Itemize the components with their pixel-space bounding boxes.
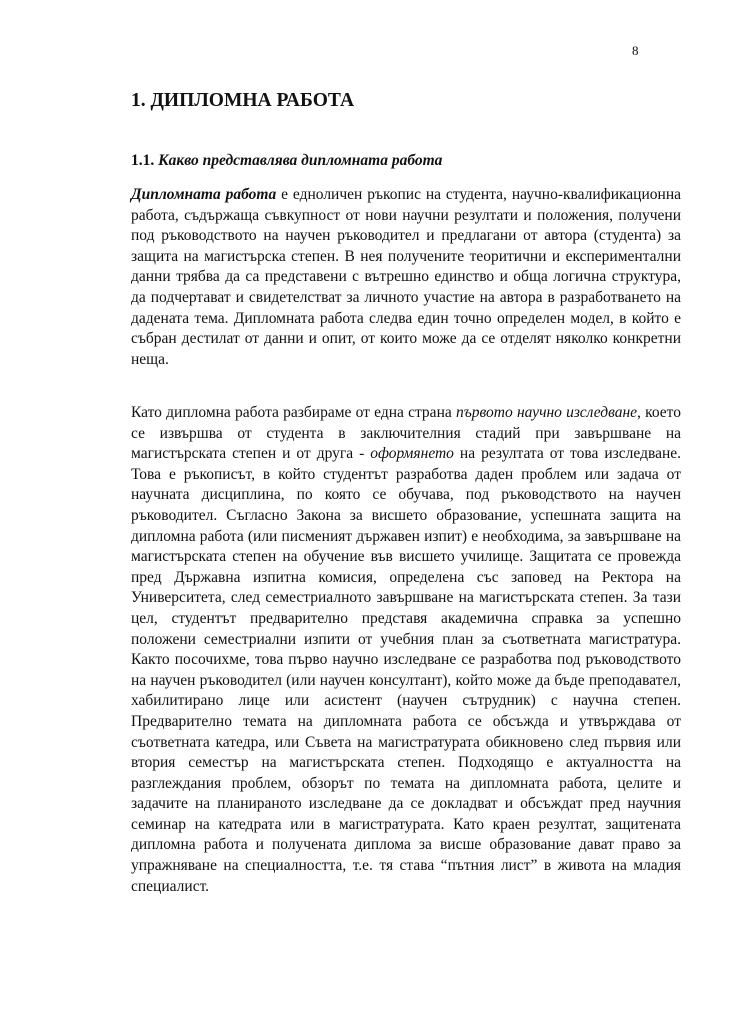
paragraph-definition bbox=[131, 185, 681, 370]
paragraph-explanation-text-c: на резултата от това изследване. Това е ръкописът, в който студентът разработва даден проблем или задача от научната дисциплина, по която се обучава, под ръководството на научен ръководител. Съгласно Закона за висшето образование, успешната защита на дипломна работа (или писменият държавен изпит) е необходима, за завършване на магистърската степен на обучение във висшето училище. Защитата се провежда пред Държавна изпитна комисия, определена със заповед на Ректора на Университета, след семестриалното завършване на магистърската степен. За тази цел, студентът предварително представя академична справка за успешно положени семестриални изпити от учебния план за съответната магистратура. Както посочихме, това първо научно изследване се разработва под ръководството на научен ръководител (или научен консултант), който може да бъде преподавател, хабилитирано лице или асистент (научен сътрудник) с научна степен. Предварително темата на дипломната работа се обсъжда и утвърждава от съответната катедра, или Съвета на магистратурата обикновено след първия или втория семестър на магистърската степен. Подходящо е актуалността на разглеждания проблем, обзорът по темата на дипломната работа, целите и задачите на планираното изследване да се докладват и обсъждат пред научния семинар на катедрата или в магистратурата. Като краен резултат, защитената дипломна работа и получената диплома за висше образование дават право за упражняване на специалността, т.е. тя става “пътния лист” в живота на младия специалист. bbox=[131, 445, 681, 895]
page-number: 8 bbox=[632, 43, 639, 58]
emphasis-first-research: първото научно изследване bbox=[455, 404, 638, 421]
defined-term: Дипломната работа bbox=[131, 186, 277, 203]
section-title bbox=[131, 151, 442, 171]
section-number: 1.1. bbox=[131, 152, 155, 169]
section-title-text: Какво представлява дипломната работа bbox=[158, 152, 443, 169]
paragraph-explanation bbox=[131, 403, 681, 897]
chapter-title: 1. ДИПЛОМНА РАБОТА bbox=[131, 90, 355, 111]
emphasis-formatting: оформянето bbox=[370, 445, 454, 463]
paragraph-definition-text: е едноличен ръкопис на студента, научно-квалификационна работа, съдържаща съвкупност от нови научни резултати и положения, получени под ръководството на научен ръководител и предлагани от автора (студента) за защита на магистърска степен. В нея получените теоритични и експериментални данни трябва да са представени с вътрешно единство и обща логична структура, да подчертават и свидетелстват за личното участие на автора в разработването на дадената тема. Дипломната работа следва един точно определен модел, в който е събран дестилат от данни и опит, от които може да се отделят няколко конкретни неща. bbox=[131, 186, 681, 368]
paragraph-explanation-text-a: Като дипломна работа разбираме от една страна bbox=[131, 404, 456, 421]
paragraph-explanation-text-b: , което се извършва от студента в заключителния стадий при завършване на магистърската степен и от друга - bbox=[131, 404, 681, 463]
